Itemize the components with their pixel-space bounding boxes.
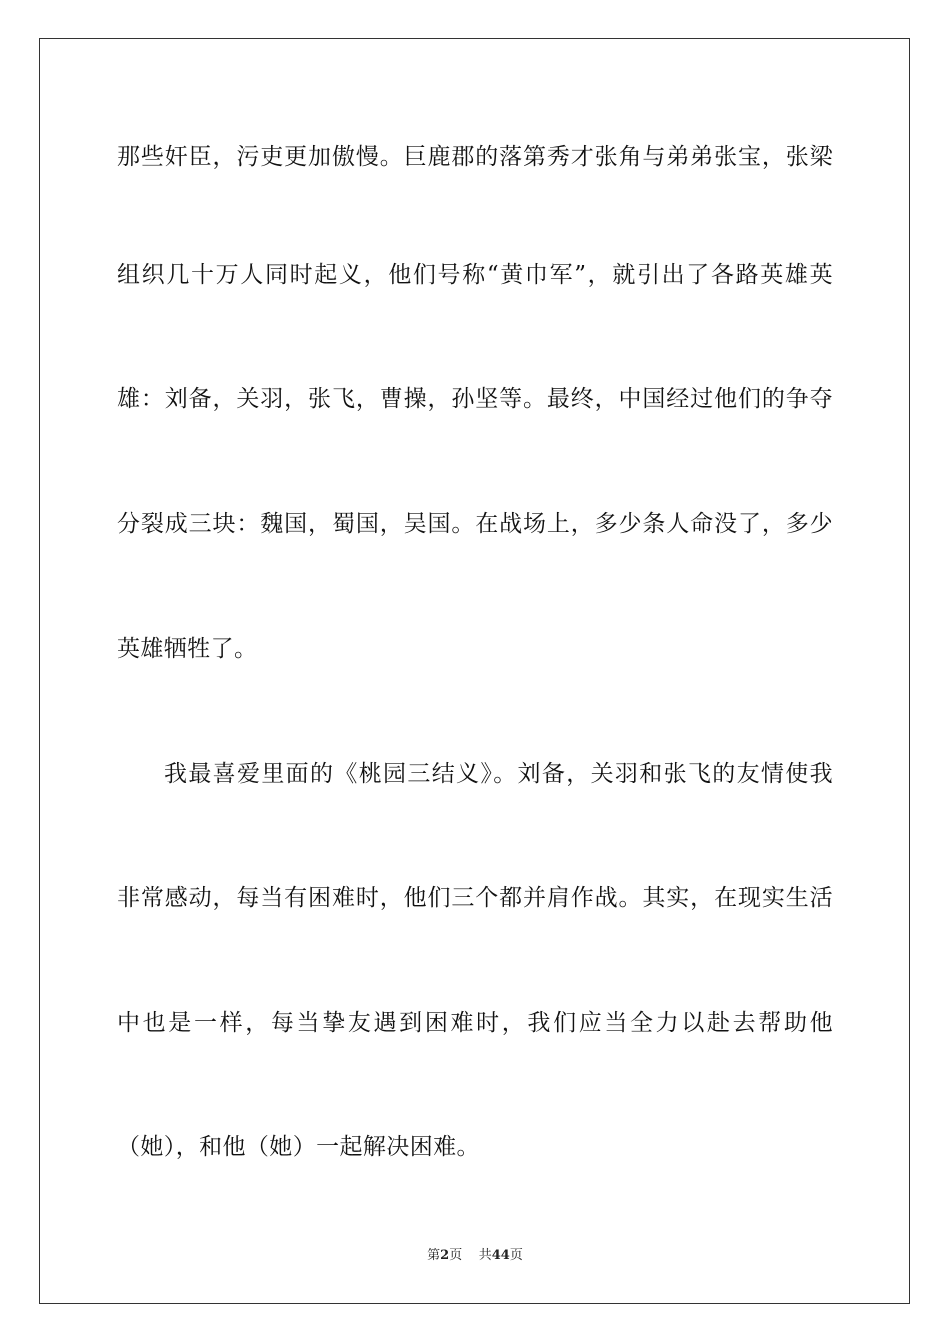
body-line-1: 那些奸臣，污吏更加傲慢。巨鹿郡的落第秀才张角与弟弟张宝，张梁: [117, 144, 833, 170]
footer-page-number: 2: [440, 1248, 450, 1263]
page-footer: [0, 1247, 950, 1265]
body-line-7: 非常感动，每当有困难时，他们三个都并肩作战。其实，在现实生活: [117, 885, 833, 911]
page-border: [39, 38, 910, 1304]
body-line-8: 中也是一样，每当挚友遇到困难时，我们应当全力以赴去帮助他: [117, 1010, 833, 1036]
footer-total-suffix: 页: [509, 1248, 523, 1263]
footer-page-prefix: 第: [427, 1248, 441, 1263]
body-line-2: 组织几十万人同时起义，他们号称“黄巾军”，就引出了各路英雄英: [117, 262, 833, 288]
footer-total-pages: 44: [491, 1248, 510, 1263]
body-line-3: 雄：刘备，关羽，张飞，曹操，孙坚等。最终，中国经过他们的争夺: [117, 386, 833, 412]
body-line-4: 分裂成三块：魏国，蜀国，吴国。在战场上，多少条人命没了，多少: [117, 511, 833, 537]
footer-page-suffix: 页: [449, 1248, 463, 1263]
footer-total-prefix: 共: [478, 1248, 492, 1263]
body-line-6: 我最喜爱里面的《桃园三结义》。刘备，关羽和张飞的友情使我: [164, 761, 833, 787]
body-line-9: （她），和他（她）一起解决困难。: [117, 1134, 480, 1160]
body-line-5: 英雄牺牲了。: [117, 636, 258, 662]
